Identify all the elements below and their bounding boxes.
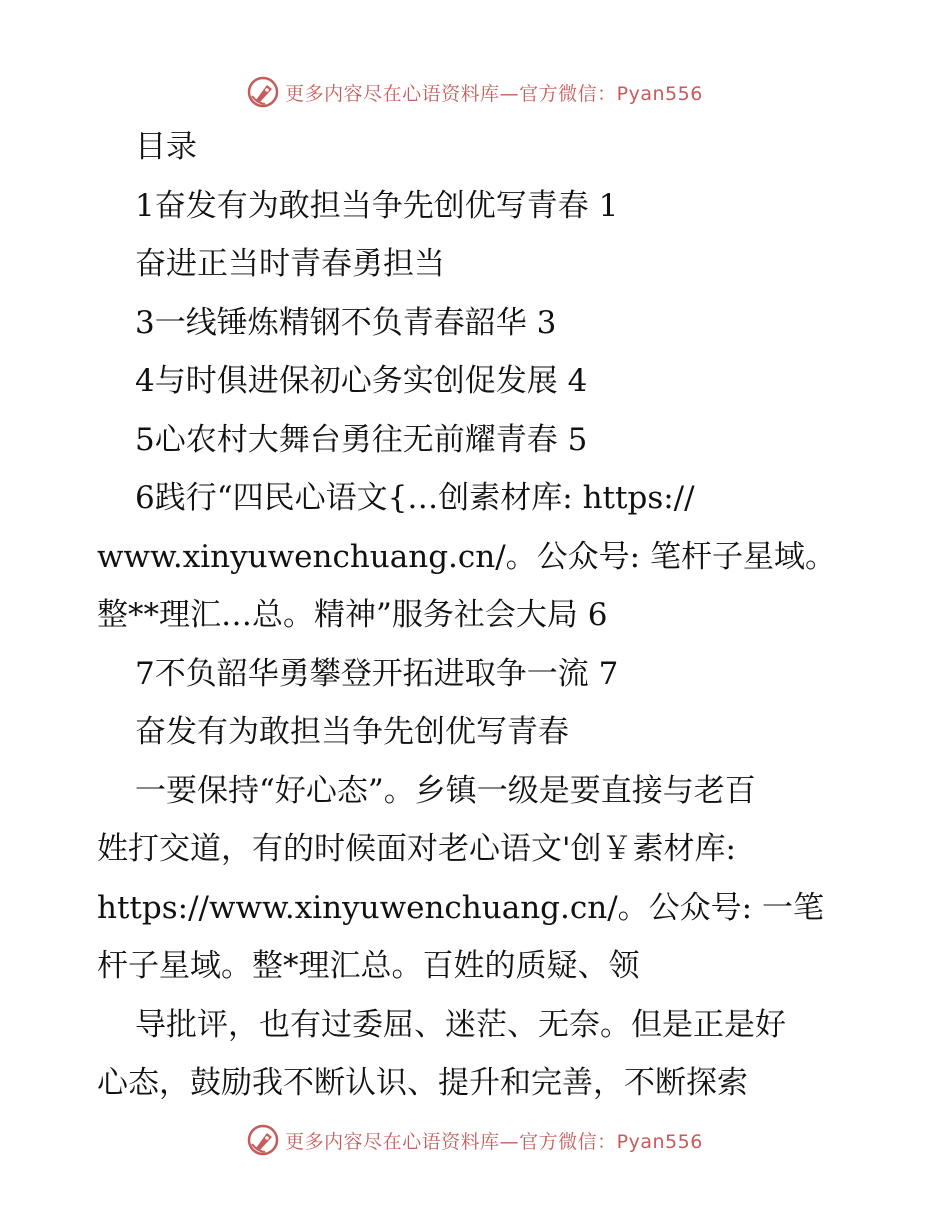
text-line: 导批评，也有过委屈、迷茫、无奈。但是正是好 <box>135 1006 786 1043</box>
text-line: 5心农村大舞台勇往无前耀青春 5 <box>135 421 588 458</box>
pen-nib-logo-icon <box>247 1124 279 1156</box>
header-banner <box>0 72 950 112</box>
pen-nib-logo-icon <box>247 76 279 108</box>
text-line: 1奋发有为敢担当争先创优写青春 1 <box>135 187 619 224</box>
text-line: 杆子星域。整*理汇总。百姓的质疑、领 <box>97 948 640 984</box>
text-line: 3一线锤炼精钢不负青春韶华 3 <box>135 304 557 341</box>
text-line: 奋发有为敢担当争先创优写青春 <box>135 714 569 750</box>
text-line: 7不负韶华勇攀登开拓进取争一流 7 <box>135 655 619 692</box>
text-line: 姓打交道，有的时候面对老心语文'创￥素材库: <box>97 831 736 867</box>
footer-banner-text: 更多内容尽在心语资料库—官方微信：Pyan556 <box>285 1130 703 1153</box>
text-line: 4与时俱进保初心务实创促发展 4 <box>135 363 588 399</box>
text-line: 心态，鼓励我不断认识、提升和完善，不断探索 <box>97 1065 748 1101</box>
text-line: 6践行“四民心语文{…创素材库: https:// <box>135 480 695 516</box>
header-banner-text: 更多内容尽在心语资料库—官方微信：Pyan556 <box>285 82 703 105</box>
text-line: https://www.xinyuwenchuang.cn/。公众号: 一笔 <box>97 889 824 926</box>
text-line: www.xinyuwenchuang.cn/。公众号: 笔杆子星域。 <box>97 538 836 575</box>
text-line: 整**理汇…总。精神”服务社会大局 6 <box>97 597 608 633</box>
text-line: 奋进正当时青春勇担当 <box>135 246 445 282</box>
document-body <box>97 118 857 1113</box>
footer-banner <box>0 1120 950 1160</box>
text-line: 目录 <box>135 129 197 165</box>
text-line: 一要保持“好心态”。乡镇一级是要直接与老百 <box>135 772 756 809</box>
